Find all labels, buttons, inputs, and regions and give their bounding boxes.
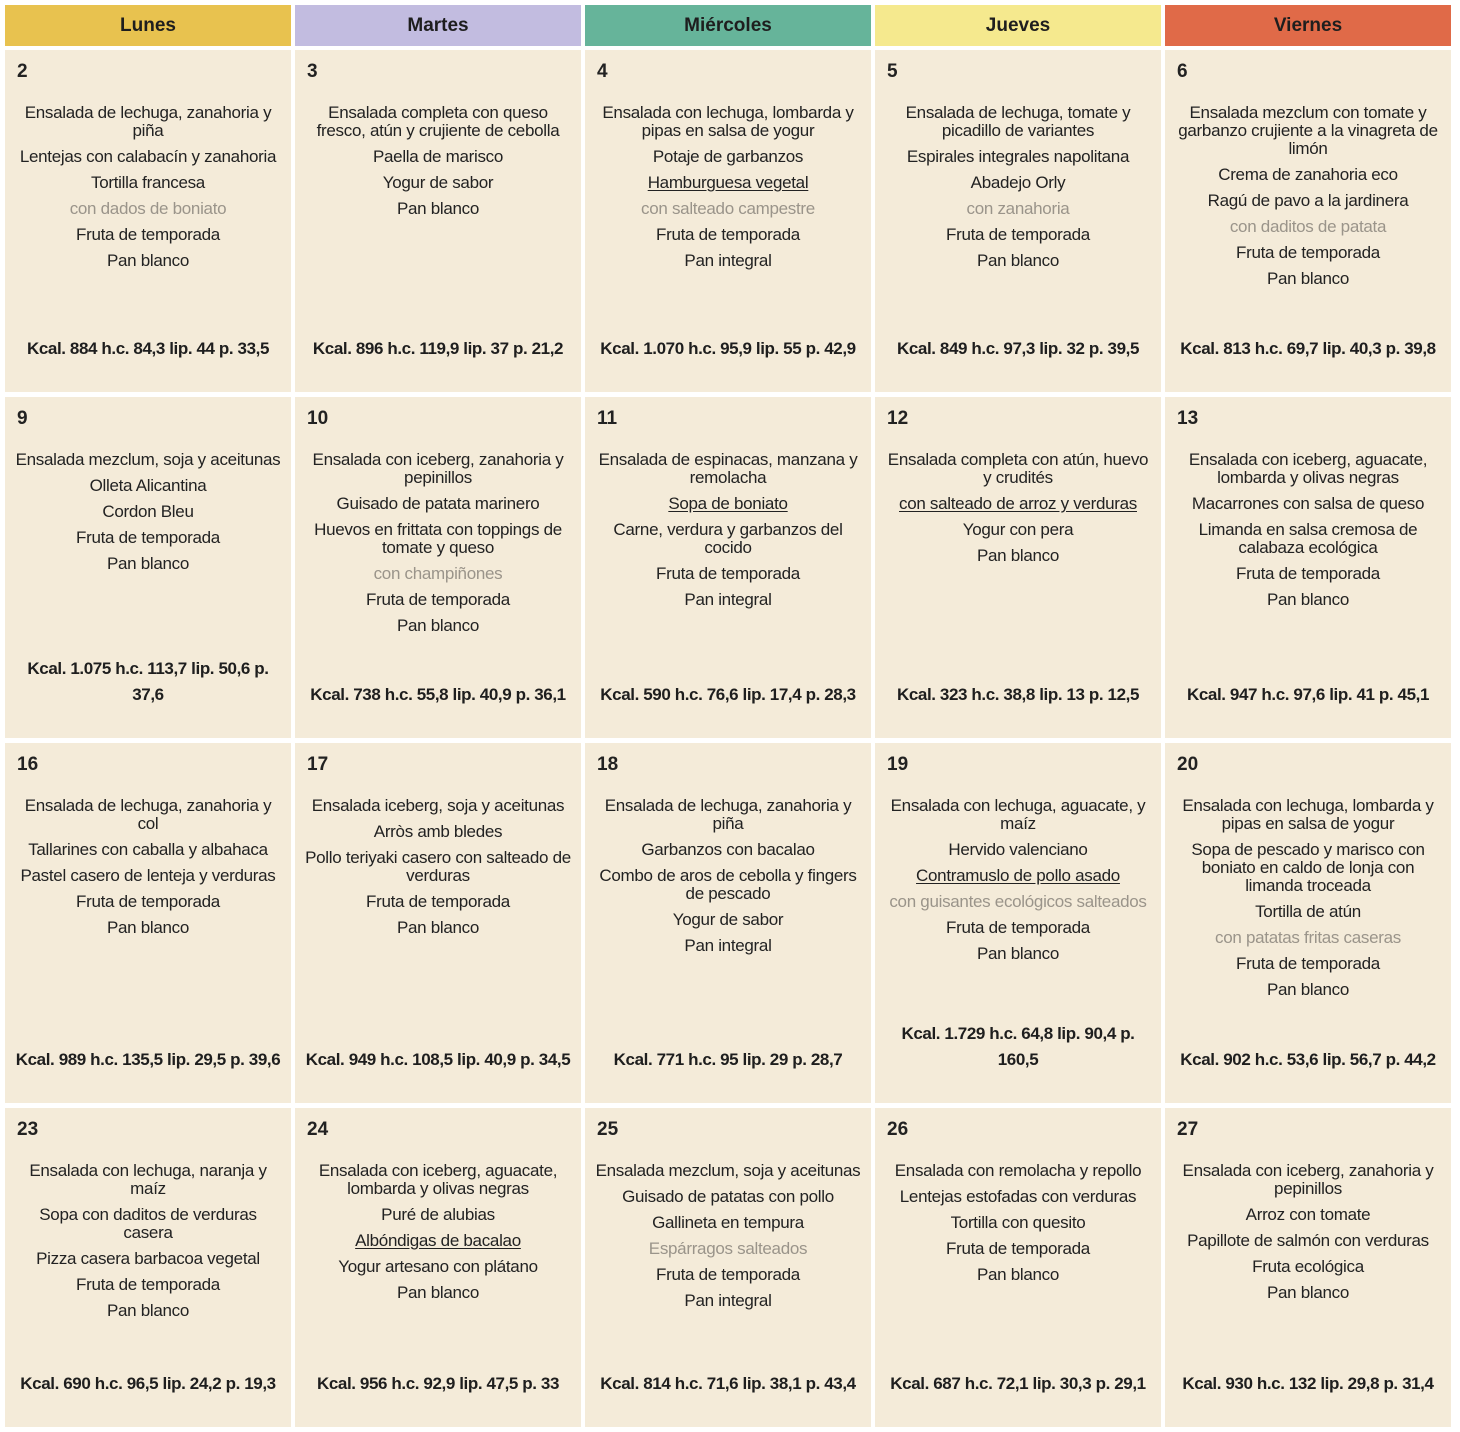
day-cell xyxy=(1165,50,1451,392)
dish-item: Ensalada con iceberg, zanahoria y pepinillos xyxy=(312,450,564,487)
dish-item: Fruta de temporada xyxy=(76,1275,220,1294)
nutrition-info: Kcal. 771 h.c. 95 lip. 29 p. 28,7 xyxy=(613,1050,843,1069)
dish-item: Sopa de boniato xyxy=(668,494,788,513)
dish-item: Lentejas con calabacín y zanahoria xyxy=(19,147,277,166)
dish-item: Lentejas estofadas con verduras xyxy=(899,1187,1137,1206)
dish-item: Albóndigas de bacalao xyxy=(355,1231,521,1250)
dish-item: Hervido valenciano xyxy=(948,840,1088,859)
dish-item: Pan blanco xyxy=(106,1301,190,1320)
day-cell xyxy=(5,50,291,392)
dish-item: Fruta de temporada xyxy=(366,590,510,609)
day-number: 9 xyxy=(17,408,28,429)
dish-item: Huevos en frittata con toppings de tomate y queso xyxy=(314,520,562,557)
dish-item: Ensalada de lechuga, zanahoria y piña xyxy=(604,796,852,833)
dish-item: Tallarines con caballa y albahaca xyxy=(28,840,268,859)
dish-item: Ensalada con lechuga, aguacate, y maíz xyxy=(890,796,1146,833)
dish-item: Pollo teriyaki casero con salteado de verduras xyxy=(305,848,571,885)
day-cell xyxy=(1165,397,1451,738)
day-number: 27 xyxy=(1177,1119,1199,1140)
dish-list xyxy=(15,104,281,270)
dish-item: Papillote de salmón con verduras xyxy=(1187,1231,1429,1250)
dish-item: Combo de aros de cebolla y fingers de pescado xyxy=(599,866,857,903)
dish-item: Yogur con pera xyxy=(962,520,1074,539)
day-number: 11 xyxy=(597,408,618,429)
day-cell xyxy=(5,397,291,738)
nutrition-info: Kcal. 687 h.c. 72,1 lip. 30,3 p. 29,1 xyxy=(890,1374,1146,1393)
dish-item: Puré de alubias xyxy=(381,1205,495,1224)
dish-item: Fruta de temporada xyxy=(1236,243,1380,262)
menu-calendar xyxy=(5,5,1451,1432)
dish-item: Tortilla francesa xyxy=(91,173,205,192)
dish-list xyxy=(1175,797,1441,999)
nutrition-info: Kcal. 690 h.c. 96,5 lip. 24,2 p. 19,3 xyxy=(20,1374,276,1393)
dish-list xyxy=(595,1162,861,1310)
dish-item: Tortilla de atún xyxy=(1255,902,1361,921)
dish-item: Pan integral xyxy=(684,251,772,270)
dish-item: Fruta de temporada xyxy=(366,892,510,911)
dish-item: Pan integral xyxy=(684,590,772,609)
dish-item: Fruta de temporada xyxy=(946,225,1090,244)
day-cell xyxy=(5,1108,291,1427)
nutrition-info: Kcal. 1.075 h.c. 113,7 lip. 50,6 p. 37,6 xyxy=(27,659,269,704)
dish-item: con champiñones xyxy=(373,564,503,583)
dish-item: Ensalada de lechuga, zanahoria y col xyxy=(24,796,272,833)
nutrition-info: Kcal. 1.729 h.c. 64,8 lip. 90,4 p. 160,5 xyxy=(901,1024,1135,1069)
dish-item: Abadejo Orly xyxy=(970,173,1066,192)
day-cell xyxy=(1165,743,1451,1103)
dish-item: Pan blanco xyxy=(1266,980,1350,999)
dish-list xyxy=(1175,451,1441,609)
nutrition-info: Kcal. 884 h.c. 84,3 lip. 44 p. 33,5 xyxy=(26,339,270,358)
dish-item: Ensalada con iceberg, aguacate, lombarda y olivas negras xyxy=(1188,450,1428,487)
day-cell xyxy=(875,743,1161,1103)
dish-list xyxy=(15,451,281,573)
dish-item: Fruta ecológica xyxy=(1252,1257,1364,1276)
day-cell xyxy=(585,743,871,1103)
dish-item: Espirales integrales napolitana xyxy=(906,147,1130,166)
day-number: 17 xyxy=(307,754,329,775)
dish-item: con salteado campestre xyxy=(641,199,815,218)
day-cell xyxy=(1165,1108,1451,1427)
day-header-martes: Martes xyxy=(295,5,581,46)
day-number: 24 xyxy=(307,1119,329,1140)
dish-item: Ensalada con lechuga, lombarda y pipas en salsa de yogur xyxy=(1182,796,1434,833)
day-header-lunes: Lunes xyxy=(5,5,291,46)
day-number: 23 xyxy=(17,1119,39,1140)
dish-item: Yogur de sabor xyxy=(382,173,494,192)
day-cell xyxy=(295,50,581,392)
nutrition-info: Kcal. 956 h.c. 92,9 lip. 47,5 p. 33 xyxy=(316,1374,560,1393)
dish-item: Pan integral xyxy=(684,1291,772,1310)
dish-item: Fruta de temporada xyxy=(656,225,800,244)
dish-item: Sopa de pescado y marisco con boniato en caldo de lonja con limanda troceada xyxy=(1191,840,1425,895)
day-cell xyxy=(295,743,581,1103)
dish-item: Espárragos salteados xyxy=(648,1239,808,1258)
dish-list xyxy=(885,1162,1151,1284)
dish-item: Fruta de temporada xyxy=(76,225,220,244)
dish-item: Fruta de temporada xyxy=(656,564,800,583)
dish-item: Ensalada de lechuga, tomate y picadillo de variantes xyxy=(905,103,1131,140)
dish-item: Fruta de temporada xyxy=(76,892,220,911)
dish-item: Pan blanco xyxy=(976,1265,1060,1284)
dish-list xyxy=(305,1162,571,1302)
dish-item: Cordon Bleu xyxy=(102,502,194,521)
dish-item: Yogur artesano con plátano xyxy=(338,1257,538,1276)
dish-list xyxy=(595,451,861,609)
dish-item: Paella de marisco xyxy=(372,147,504,166)
day-header-jueves: Jueves xyxy=(875,5,1161,46)
dish-item: Macarrones con salsa de queso xyxy=(1191,494,1425,513)
dish-item: Pan integral xyxy=(684,936,772,955)
dish-item: Arroz con tomate xyxy=(1245,1205,1371,1224)
dish-item: Pan blanco xyxy=(106,251,190,270)
nutrition-info: Kcal. 814 h.c. 71,6 lip. 38,1 p. 43,4 xyxy=(600,1374,856,1393)
day-number: 20 xyxy=(1177,754,1199,775)
dish-item: Ensalada con lechuga, lombarda y pipas en salsa de yogur xyxy=(602,103,854,140)
day-number: 16 xyxy=(17,754,39,775)
day-number: 13 xyxy=(1177,408,1199,429)
dish-item: Ensalada con iceberg, zanahoria y pepinillos xyxy=(1182,1161,1434,1198)
day-cell xyxy=(875,397,1161,738)
nutrition-info: Kcal. 813 h.c. 69,7 lip. 40,3 p. 39,8 xyxy=(1180,339,1436,358)
dish-item: Pan blanco xyxy=(106,554,190,573)
day-number: 19 xyxy=(887,754,909,775)
dish-item: Ensalada mezclum, soja y aceitunas xyxy=(595,1161,861,1180)
dish-item: Fruta de temporada xyxy=(656,1265,800,1284)
dish-item: Garbanzos con bacalao xyxy=(641,840,815,859)
dish-item: con zanahoria xyxy=(966,199,1070,218)
dish-list xyxy=(15,797,281,937)
day-cell xyxy=(295,397,581,738)
dish-item: Ensalada de lechuga, zanahoria y piña xyxy=(24,103,272,140)
dish-list xyxy=(595,104,861,270)
day-number: 18 xyxy=(597,754,619,775)
dish-item: Olleta Alicantina xyxy=(89,476,207,495)
dish-list xyxy=(1175,104,1441,288)
dish-item: Fruta de temporada xyxy=(76,528,220,547)
dish-item: con daditos de patata xyxy=(1229,217,1387,236)
day-number: 12 xyxy=(887,408,909,429)
day-number: 3 xyxy=(307,61,318,82)
dish-item: Pan blanco xyxy=(1266,269,1350,288)
day-cell xyxy=(295,1108,581,1427)
dish-item: Ragú de pavo a la jardinera xyxy=(1207,191,1409,210)
day-cell xyxy=(585,397,871,738)
dish-item: Pan blanco xyxy=(396,918,480,937)
dish-list xyxy=(885,797,1151,963)
dish-item: Tortilla con quesito xyxy=(950,1213,1086,1232)
dish-item: Pan blanco xyxy=(976,546,1060,565)
dish-item: Ensalada iceberg, soja y aceitunas xyxy=(311,796,565,815)
nutrition-info: Kcal. 849 h.c. 97,3 lip. 32 p. 39,5 xyxy=(896,339,1140,358)
nutrition-info: Kcal. 947 h.c. 97,6 lip. 41 p. 45,1 xyxy=(1186,685,1430,704)
dish-item: con guisantes ecológicos salteados xyxy=(889,892,1147,911)
dish-item: Pan blanco xyxy=(1266,1283,1350,1302)
dish-item: Ensalada mezclum con tomate y garbanzo crujiente a la vinagreta de limón xyxy=(1178,103,1438,158)
day-header-miércoles: Miércoles xyxy=(585,5,871,46)
day-number: 26 xyxy=(887,1119,909,1140)
dish-item: Sopa con daditos de verduras casera xyxy=(39,1205,257,1242)
nutrition-info: Kcal. 949 h.c. 108,5 lip. 40,9 p. 34,5 xyxy=(305,1050,571,1069)
dish-item: Pizza casera barbacoa vegetal xyxy=(36,1249,260,1268)
dish-list xyxy=(15,1162,281,1320)
nutrition-info: Kcal. 323 h.c. 38,8 lip. 13 p. 12,5 xyxy=(896,685,1140,704)
day-number: 25 xyxy=(597,1119,619,1140)
dish-item: Hamburguesa vegetal xyxy=(647,173,809,192)
dish-item: Fruta de temporada xyxy=(946,918,1090,937)
dish-item: Ensalada completa con queso fresco, atún y crujiente de cebolla xyxy=(316,103,560,140)
dish-item: Guisado de patata marinero xyxy=(336,494,540,513)
day-number: 6 xyxy=(1177,61,1188,82)
nutrition-info: Kcal. 590 h.c. 76,6 lip. 17,4 p. 28,3 xyxy=(600,685,856,704)
dish-item: Pan blanco xyxy=(396,1283,480,1302)
dish-item: Yogur de sabor xyxy=(672,910,784,929)
nutrition-info: Kcal. 1.070 h.c. 95,9 lip. 55 p. 42,9 xyxy=(600,339,856,358)
dish-list xyxy=(885,451,1151,565)
dish-item: Contramuslo de pollo asado xyxy=(916,866,1120,885)
dish-item: Pastel casero de lenteja y verduras xyxy=(20,866,276,885)
nutrition-info: Kcal. 989 h.c. 135,5 lip. 29,5 p. 39,6 xyxy=(15,1050,281,1069)
dish-item: Ensalada con remolacha y repollo xyxy=(894,1161,1142,1180)
day-number: 4 xyxy=(597,61,608,82)
dish-item: Arròs amb bledes xyxy=(373,822,503,841)
dish-list xyxy=(595,797,861,955)
dish-item: con salteado de arroz y verduras xyxy=(899,494,1137,513)
day-cell xyxy=(875,50,1161,392)
nutrition-info: Kcal. 930 h.c. 132 lip. 29,8 p. 31,4 xyxy=(1182,1374,1434,1393)
day-cell xyxy=(585,50,871,392)
day-cell xyxy=(5,743,291,1103)
dish-item: Ensalada completa con atún, huevo y crudités xyxy=(887,450,1149,487)
dish-item: Pan blanco xyxy=(396,199,480,218)
dish-list xyxy=(1175,1162,1441,1302)
day-number: 2 xyxy=(17,61,28,82)
dish-item: Crema de zanahoria eco xyxy=(1218,165,1398,184)
dish-item: Ensalada con lechuga, naranja y maíz xyxy=(29,1161,267,1198)
dish-item: Pan blanco xyxy=(1266,590,1350,609)
dish-item: Ensalada con iceberg, aguacate, lombarda y olivas negras xyxy=(318,1161,558,1198)
dish-list xyxy=(305,104,571,218)
nutrition-info: Kcal. 902 h.c. 53,6 lip. 56,7 p. 44,2 xyxy=(1180,1050,1436,1069)
dish-item: Ensalada mezclum, soja y aceitunas xyxy=(15,450,281,469)
nutrition-info: Kcal. 896 h.c. 119,9 lip. 37 p. 21,2 xyxy=(312,339,564,358)
dish-item: Fruta de temporada xyxy=(1236,564,1380,583)
dish-item: con patatas fritas caseras xyxy=(1215,928,1401,947)
day-cell xyxy=(875,1108,1161,1427)
day-cell xyxy=(585,1108,871,1427)
dish-item: Potaje de garbanzos xyxy=(652,147,804,166)
dish-item: Pan blanco xyxy=(976,251,1060,270)
day-header-viernes: Viernes xyxy=(1165,5,1451,46)
dish-item: Pan blanco xyxy=(396,616,480,635)
dish-item: con dados de boniato xyxy=(69,199,227,218)
dish-item: Pan blanco xyxy=(106,918,190,937)
dish-item: Fruta de temporada xyxy=(1236,954,1380,973)
nutrition-info: Kcal. 738 h.c. 55,8 lip. 40,9 p. 36,1 xyxy=(310,685,566,704)
day-number: 10 xyxy=(307,408,329,429)
dish-list xyxy=(305,797,571,937)
dish-item: Pan blanco xyxy=(976,944,1060,963)
dish-item: Gallineta en tempura xyxy=(652,1213,804,1232)
dish-list xyxy=(885,104,1151,270)
dish-item: Carne, verdura y garbanzos del cocido xyxy=(613,520,843,557)
dish-item: Limanda en salsa cremosa de calabaza ecológica xyxy=(1198,520,1418,557)
day-number: 5 xyxy=(887,61,898,82)
dish-item: Fruta de temporada xyxy=(946,1239,1090,1258)
dish-list xyxy=(305,451,571,635)
dish-item: Ensalada de espinacas, manzana y remolacha xyxy=(598,450,858,487)
dish-item: Guisado de patatas con pollo xyxy=(622,1187,834,1206)
